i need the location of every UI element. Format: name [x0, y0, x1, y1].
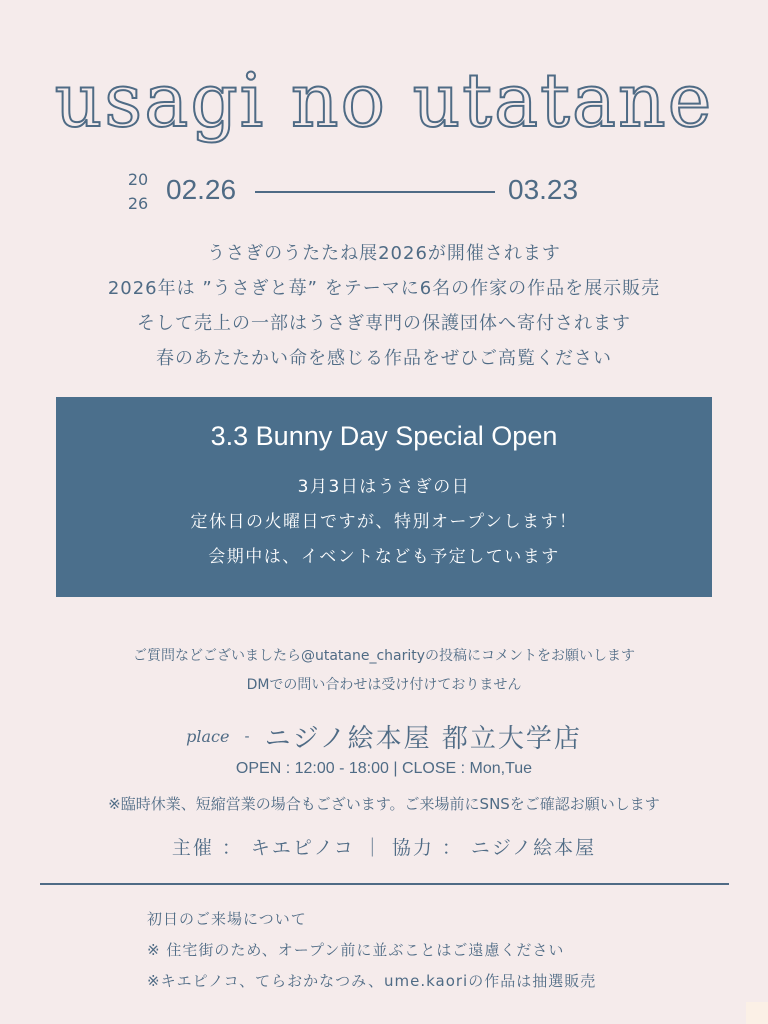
organizer-credit: 主催 ： キエピノコ ｜ 協力 ： ニジノ絵本屋: [171, 837, 597, 859]
first-day-heading: 初日のご来場について: [147, 910, 307, 928]
intro-line: そして売上の一部はうさぎ専門の保護団体へ寄付されます: [137, 313, 631, 334]
end-date: 03.23: [508, 174, 579, 205]
place-dash: -: [244, 728, 250, 745]
special-open-box: [56, 397, 712, 597]
venue: [0, 718, 768, 755]
intro-text: [0, 236, 768, 376]
year-top: 20: [127, 170, 149, 189]
start-date: 02.26: [166, 174, 237, 205]
corner-swatch: [746, 1002, 768, 1024]
venue-name: ニジノ絵本屋 都立大学店: [264, 724, 582, 754]
event-year: [126, 168, 150, 216]
contact-note: [0, 642, 768, 700]
special-open-title: 3.3 Bunny Day Special Open: [210, 421, 558, 451]
special-line: 定休日の火曜日ですが、特別オープンします！: [190, 512, 578, 532]
temporary-closure-note: ※臨時休業、短縮営業の場合もございます。ご来場前にSNSをご確認お願いします: [108, 795, 660, 813]
special-open-details: [56, 470, 712, 575]
first-day-line: ※キエピノコ、てらおかなつみ、ume.kaoriの作品は抽選販売: [147, 972, 597, 990]
note-line: DMでの問い合わせは受け付けておりません: [246, 677, 522, 693]
intro-line: うさぎのうたたね展2026が開催されます: [207, 243, 561, 264]
event-title: usagi no utatane: [54, 58, 714, 144]
date-range-line: [255, 191, 495, 193]
first-day-info: [147, 904, 596, 997]
note-line: ご質問などございましたら@utatane_charityの投稿にコメントをお願いします: [132, 648, 636, 664]
special-line: 会期中は、イベントなども予定しています: [208, 547, 560, 567]
section-divider: [40, 883, 729, 885]
intro-line: 春のあたたかい命を感じる作品をぜひご高覧ください: [156, 348, 612, 369]
intro-line: 2026年は ”うさぎと苺” をテーマに6名の作家の作品を展示販売: [107, 278, 661, 299]
special-line: 3月3日はうさぎの日: [297, 477, 471, 497]
year-bottom: 26: [127, 194, 149, 213]
first-day-line: ※ 住宅街のため、オープン前に並ぶことはご遠慮ください: [147, 941, 565, 959]
place-label: place: [186, 727, 230, 746]
opening-hours: OPEN : 12:00 - 18:00 | CLOSE : Mon,Tue: [235, 760, 533, 777]
